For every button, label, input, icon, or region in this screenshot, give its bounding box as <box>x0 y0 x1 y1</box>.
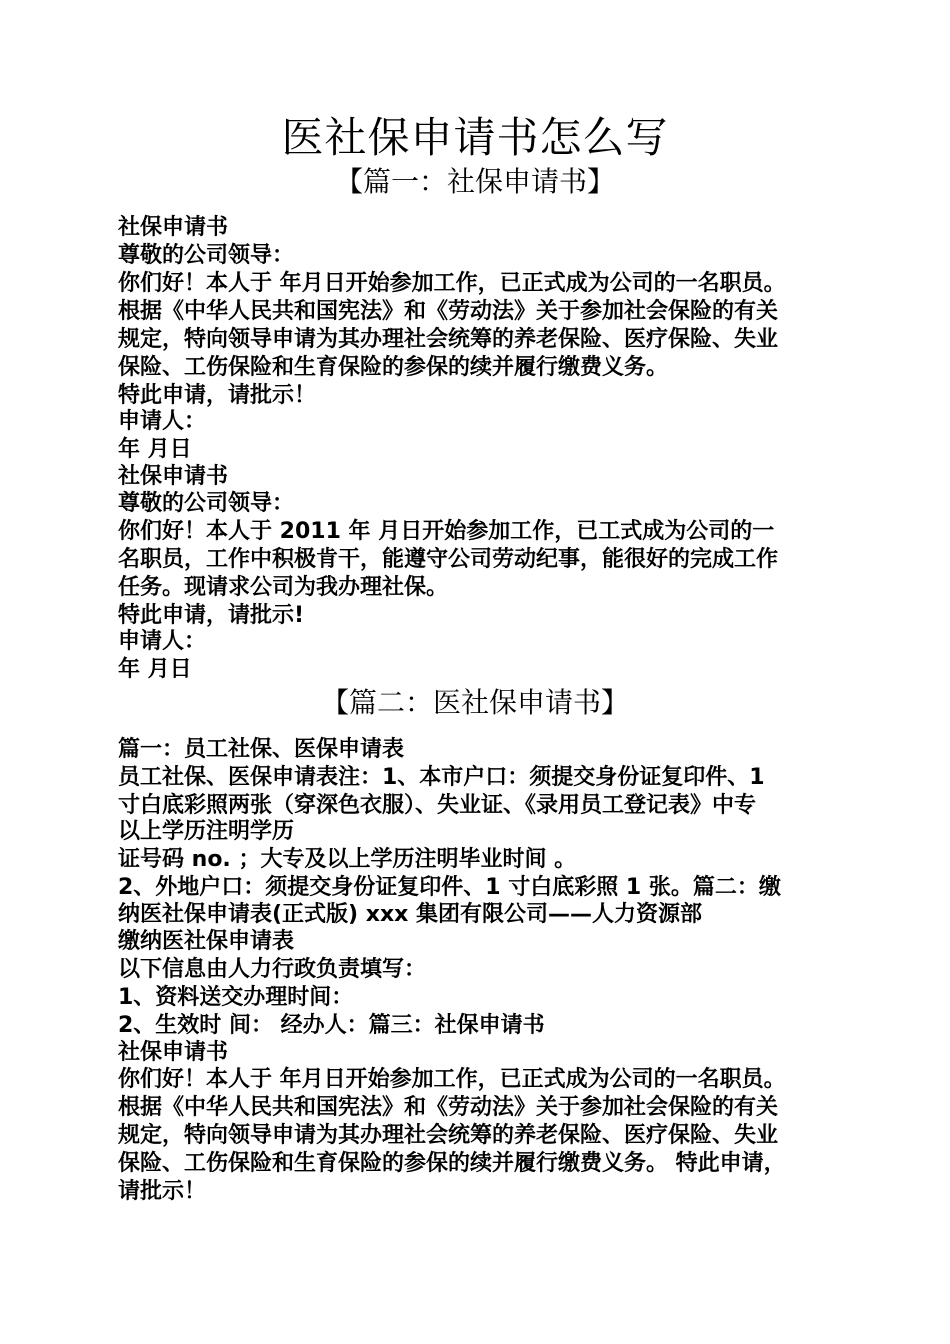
text-line: 纳医社保申请表(正式版) xxx 集团有限公司——人力资源部 <box>118 902 703 927</box>
text-line: 社保申请书 <box>118 215 229 240</box>
text-line: 2、生效时 间： 经办人：篇三：社保申请书 <box>118 1013 545 1038</box>
text-line: 年 月日 <box>118 657 192 682</box>
text-line: 规定，特向领导申请为其办理社会统筹的养老保险、医疗保险、失业 <box>118 327 779 352</box>
text-line: 特此申请，请批示! <box>118 603 305 628</box>
text-line: 社保申请书 <box>118 1040 229 1065</box>
section-heading-2: 【篇二：医社保申请书】 <box>320 686 629 719</box>
text-line: 保险、工伤保险和生育保险的参保的续并履行缴费义务。 特此申请， <box>118 1151 786 1176</box>
text-line: 尊敬的公司领导： <box>118 243 295 268</box>
text-line: 根据《中华人民共和国宪法》和《劳动法》关于参加社会保险的有关 <box>118 299 779 324</box>
document-title: 医社保申请书怎么写 <box>281 113 669 162</box>
text-line: 你们好！本人于 2011 年 月日开始参加工作，已工式成为公司的一 <box>118 519 775 544</box>
text-line: 保险、工伤保险和生育保险的参保的续并履行缴费义务。 <box>118 355 669 380</box>
text-line: 特此申请，请批示！ <box>118 383 317 408</box>
text-line: 寸白底彩照两张（穿深色衣服）、失业证、《录用员工登记表》中专 <box>118 793 757 818</box>
text-line: 缴纳医社保申请表 <box>118 929 295 954</box>
text-line: 年 月日 <box>118 437 192 462</box>
text-line: 2、外地户口：须提交身份证复印件、1 寸白底彩照 1 张。篇二：缴 <box>118 875 781 900</box>
text-line: 证号码 no. ；大专及以上学历注明毕业时间 。 <box>118 847 577 872</box>
text-line: 尊敬的公司领导： <box>118 491 295 516</box>
text-line: 你们好！本人于 年月日开始参加工作，已正式成为公司的一名职员。 <box>118 271 786 296</box>
text-line: 名职员，工作中积极肯干，能遵守公司劳动纪事，能很好的完成工作 <box>118 547 779 572</box>
text-line: 你们好！本人于 年月日开始参加工作，已正式成为公司的一名职员。 <box>118 1067 786 1092</box>
section-heading-1: 【篇一：社保申请书】 <box>334 165 615 198</box>
text-line: 篇一：员工社保、医保申请表 <box>118 737 405 762</box>
text-line: 申请人： <box>118 629 207 654</box>
text-line: 社保申请书 <box>118 464 229 489</box>
text-line: 规定，特向领导申请为其办理社会统筹的养老保险、医疗保险、失业 <box>118 1123 779 1148</box>
text-line: 任务。现请求公司为我办理社保。 <box>118 575 449 600</box>
text-line: 员工社保、医保申请表注：1、本市户口：须提交身份证复印件、1 <box>118 765 765 790</box>
text-line: 以上学历注明学历 <box>118 819 295 844</box>
text-line: 根据《中华人民共和国宪法》和《劳动法》关于参加社会保险的有关 <box>118 1095 779 1120</box>
text-line: 申请人： <box>118 409 207 434</box>
text-line: 以下信息由人力行政负责填写： <box>118 957 427 982</box>
text-line: 1、资料送交办理时间： <box>118 985 354 1010</box>
text-line: 请批示！ <box>118 1179 207 1204</box>
